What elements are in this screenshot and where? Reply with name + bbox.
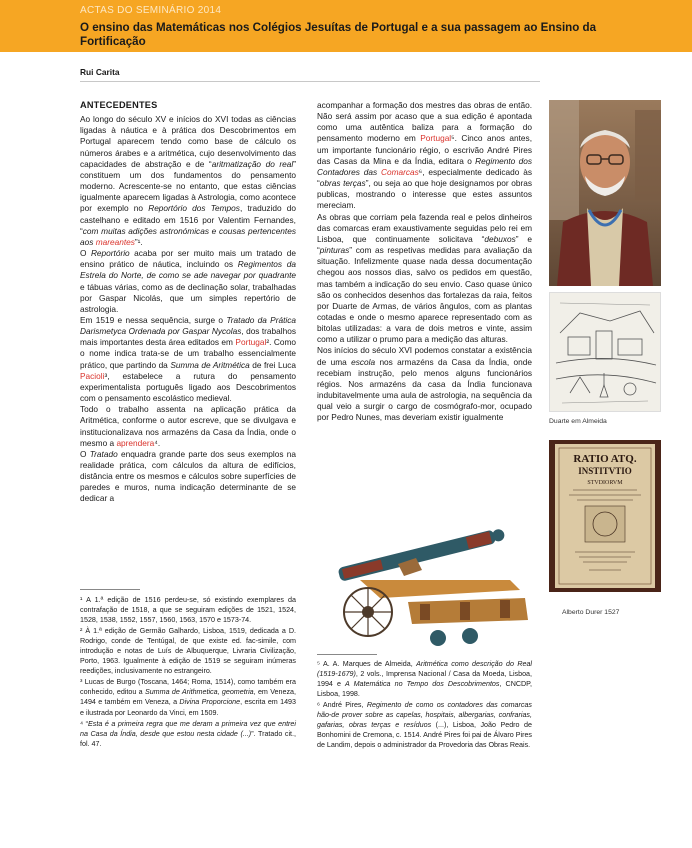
text: ⁴. (154, 437, 161, 448)
text-italic: Regimento dos Contadores das (317, 155, 532, 177)
portrait-photo (549, 100, 661, 286)
text: , 2 vols., Imprensa Nacional / Casa da Moeda, Lisboa, 1994 e (317, 670, 532, 689)
text: nos armazéns da Casa da Índia, onde recebiam instrução, pelo menos alguns funcionários régios. Nos armazéns da casa da Índia funcionava indubitavelmente uma aula de astrologia, na sequência da qual veio a surgir o cargo de cosmógrafo-mor, ocupado por Pedro Nunes, mas deveriam existir igualmente (317, 356, 532, 423)
link-text[interactable]: Comarcas (380, 166, 419, 177)
text: O (80, 448, 90, 459)
footnote-rule (80, 589, 140, 590)
footnote-rule (317, 654, 377, 655)
text-italic: Regimento de como os contadores das comarcas hão-de prover sobre as capelas, hospitais, albergarias, confrarias, gafarias, obras terças e resíduos (317, 701, 532, 730)
footnote (80, 677, 296, 717)
left-column (80, 100, 296, 505)
section-title: ANTECEDENTES (80, 100, 158, 110)
series-label: ACTAS DO SEMINÁRIO 2014 (80, 5, 222, 16)
fortress-sketch (550, 293, 661, 412)
cannon-illustration (320, 520, 535, 652)
text: enquadra grande parte dos seus exemplos na realidade prática, com cálculos da altura de edifícios, distância entre os mesmos e cálculos sobre superfícies de paredes e muros, numa indicação determinante de se dedicar a (80, 448, 296, 504)
link-text[interactable]: aprendera (116, 437, 155, 448)
text-italic: Reportório (90, 248, 130, 259)
paragraph (80, 114, 296, 248)
text-italic: escola (351, 356, 376, 367)
paragraph (317, 345, 532, 423)
footnotes-middle (317, 659, 532, 751)
text: acompanhar a formação dos mestres das obras de então. Não será assim por acaso que a sua edição é apontada como uma autêntica baliza para a formação do pensamento moderno em (317, 100, 532, 144)
footnote: ¹ A 1.ª edição de 1516 perdeu-se, só existindo exemplares da contrafação de 1518, a que se seguiram edições de 1521, 1524, 1528, 1538, 1552, 1557, 1560, 1563, 1570 e 1573-74. (80, 596, 296, 625)
text-italic: Tratado (89, 448, 118, 459)
header-rule (80, 81, 540, 82)
paragraph (80, 248, 296, 315)
text: (...), Lisboa, João Pedro de Bonhomini de Cremona, c. 1514. André Pires foi pai de Álvaro Pires de Landim, depois o administrador da Provedoria das Obras Reais. (317, 721, 532, 750)
text: , CNCDP, Lisboa, 1998. (317, 680, 532, 699)
text: , traduzido do castelhano e editado em 1516 por Valentim Fernandes, “ (80, 203, 297, 236)
text: Todo o trabalho assenta na aplicação prática da Aritmética, conforme o autor escreve, que se divulgava e institucionalizava nos armazéns da Casa da Índia, onde o mesmo a (80, 404, 296, 448)
text: ⁴ “ (80, 719, 88, 728)
text: ⁵ A. A. Marques de Almeida, (317, 660, 417, 668)
text-italic: com muitas adições astronómicas e cousas pertencentes aos (80, 225, 296, 247)
text: ” com as respetivas medidas para avaliação da situação. Infelizmente quase nada dessa documentação chegou aos nossos dias, salvo os pedidos em questão, mas também a indicação do seu envio. Caso quase único são os conhecidos desenhos das fortalezas da raia, feitos por Duarte de Armas, de vários ângulos, com as plantas cotadas e onde o mesmo aparece representado com as bitolas utilizadas: a vara de dois metros e vinte, assim como a utilizar o prumo para a medição das alturas. (317, 245, 532, 345)
text: ⁶ André Pires, (317, 701, 367, 710)
text-italic: Regimentos da Estrela do Norte, de como se ade navegar por quadrante (80, 259, 296, 281)
paragraph (317, 212, 532, 346)
text: ⁶, especialmente dedicado às “ (317, 166, 533, 189)
paragraph (80, 404, 296, 449)
text-italic: A Matemática no Tempo dos Descobrimentos (345, 680, 500, 689)
text-italic: aritmatização do real (211, 158, 294, 169)
text: ”. Tratado cit., fol. 47. (80, 729, 297, 748)
cannon-engraving (320, 520, 535, 652)
text-italic: Esta é a primeira regra que me deram a primeira vez que entrei na Casa da Índia, desde que estou nesta cidade (...) (80, 719, 296, 738)
text: ³, estabelece a rutura do pensamento experimentalista português ligado aos Descobrimentos com o pensamento escolástico medieval. (80, 370, 296, 404)
text: ². Como o nome indica trata-se de um trabalho essencialmente prático, que partindo da (80, 337, 296, 370)
footnote: ² À 1.ª edição de Germão Galhardo, Lisboa, 1519, dedicada a D. Rodrigo, conde de Tentúgal, de que existe ed. fac-simile, com introdução e notas de Luís de Albuquerque, Livraria Civilização, Porto, 1963. Igualmente à edição de 1519 se seguiram inúmeras reedições, inclusivamente no estrangeiro. (80, 627, 296, 676)
text: e tábuas várias, como as de declinação solar, trabalhadas por Gaspar Nicolás, que um simples repertório de astrologia. (80, 281, 296, 314)
text: ³ Lucas de Burgo (Toscana, 1464; Roma, 1514), como também era conhecido, editou a (80, 678, 296, 697)
text-italic: Reportório dos Tempos (148, 203, 240, 214)
figure-caption: Alberto Durer 1527 (562, 609, 620, 616)
text-italic: pinturas (319, 245, 350, 256)
text: ” constituem um dos fundamentos do pensamento moderno. Acrescente-se no entanto, que estas ciências igualmente aparecem ligadas à Astrologia, como acontece por exemplo no (80, 158, 297, 214)
text-italic: Divina Proporcione (179, 698, 241, 707)
book-title-line: STVDIORVM (587, 480, 623, 486)
text: acaba por ser muito mais um tratado de ensino prático de náutica, incluindo os (80, 248, 296, 270)
text: ”¹. (134, 236, 143, 247)
paragraph (317, 100, 532, 212)
text-italic: debuxos (484, 233, 516, 244)
paragraph (80, 449, 296, 505)
book-title-line: INSTITVTIO (578, 466, 632, 476)
text: ” e “ (317, 233, 532, 256)
footnote (317, 659, 532, 699)
article-title: O ensino das Matemáticas nos Colégios Jesuítas de Portugal e a sua passagem ao Ensino da Fortificação (80, 21, 597, 48)
portrait-illustration (549, 100, 661, 286)
text: , dos trabalhos mais importantes desta área editados em (80, 326, 296, 348)
text-italic: obras terças (319, 178, 366, 189)
text: Ao longo do século XV e inícios do XVI todas as ciências ligadas à náutica e à prática dos Descobrimentos em Portugal aparecem tendo como base de cálculo os números árabes e a aritmética, cujo desenvolvimento das capacidades de abstração e de “ (80, 114, 296, 169)
link-text[interactable]: Pacioli (80, 370, 105, 381)
footnote (317, 700, 532, 750)
link-text[interactable]: mareantes (95, 236, 135, 247)
link-text[interactable]: Portugal (420, 133, 452, 144)
link-text[interactable]: Portugal (235, 337, 267, 348)
book-cover (549, 440, 661, 592)
author-name: Rui Carita (80, 67, 120, 77)
text-italic: Tratado da Prática Darismetyca Ordenada por Gaspar Nycolas (80, 314, 296, 337)
text: O (80, 248, 91, 259)
text: de frei Luca (249, 359, 297, 370)
book-title-line: RATIO ATQ. (573, 453, 637, 465)
text: , em Veneza, 1494 e também em Veneza, a (80, 688, 296, 707)
text-italic: Aritmética como descrição do Real (1519-1679) (317, 660, 532, 679)
footnotes-left (80, 595, 296, 750)
book-cover-illustration (549, 440, 661, 592)
text: As obras que corriam pela fazenda real e pelos dinheiros das comarcas eram exaustivamente seguidas pelo rei em Lisboa, que continuamente solicitava “ (317, 211, 532, 244)
footnote (80, 719, 296, 749)
paragraph (80, 315, 296, 404)
text: Nos inícios do século XVI podemos constatar a existência de uma (317, 345, 532, 367)
fortress-drawing (549, 292, 661, 412)
text: ”, ou seja ao que hoje designamos por obras publicas, mostrando o interesse que estes assuntos mereciam. (317, 178, 532, 211)
text: , escrita em 1493 e ilustrada por Leonardo da Vinci, em 1509. (80, 698, 296, 717)
text-italic: Summa de Arithmetica, geometria (144, 688, 254, 697)
figure-caption: Duarte em Almeida (549, 418, 607, 425)
text-italic: Summa de Aritmética (170, 359, 250, 370)
middle-column (317, 100, 532, 424)
text: Em 1519 e nessa sequência, surge o (80, 314, 227, 325)
text: ⁵. Cinco anos antes, um importante funcionário régio, o escrivão André Pires das Casas da Mina e da Índia, editara o (317, 133, 533, 166)
